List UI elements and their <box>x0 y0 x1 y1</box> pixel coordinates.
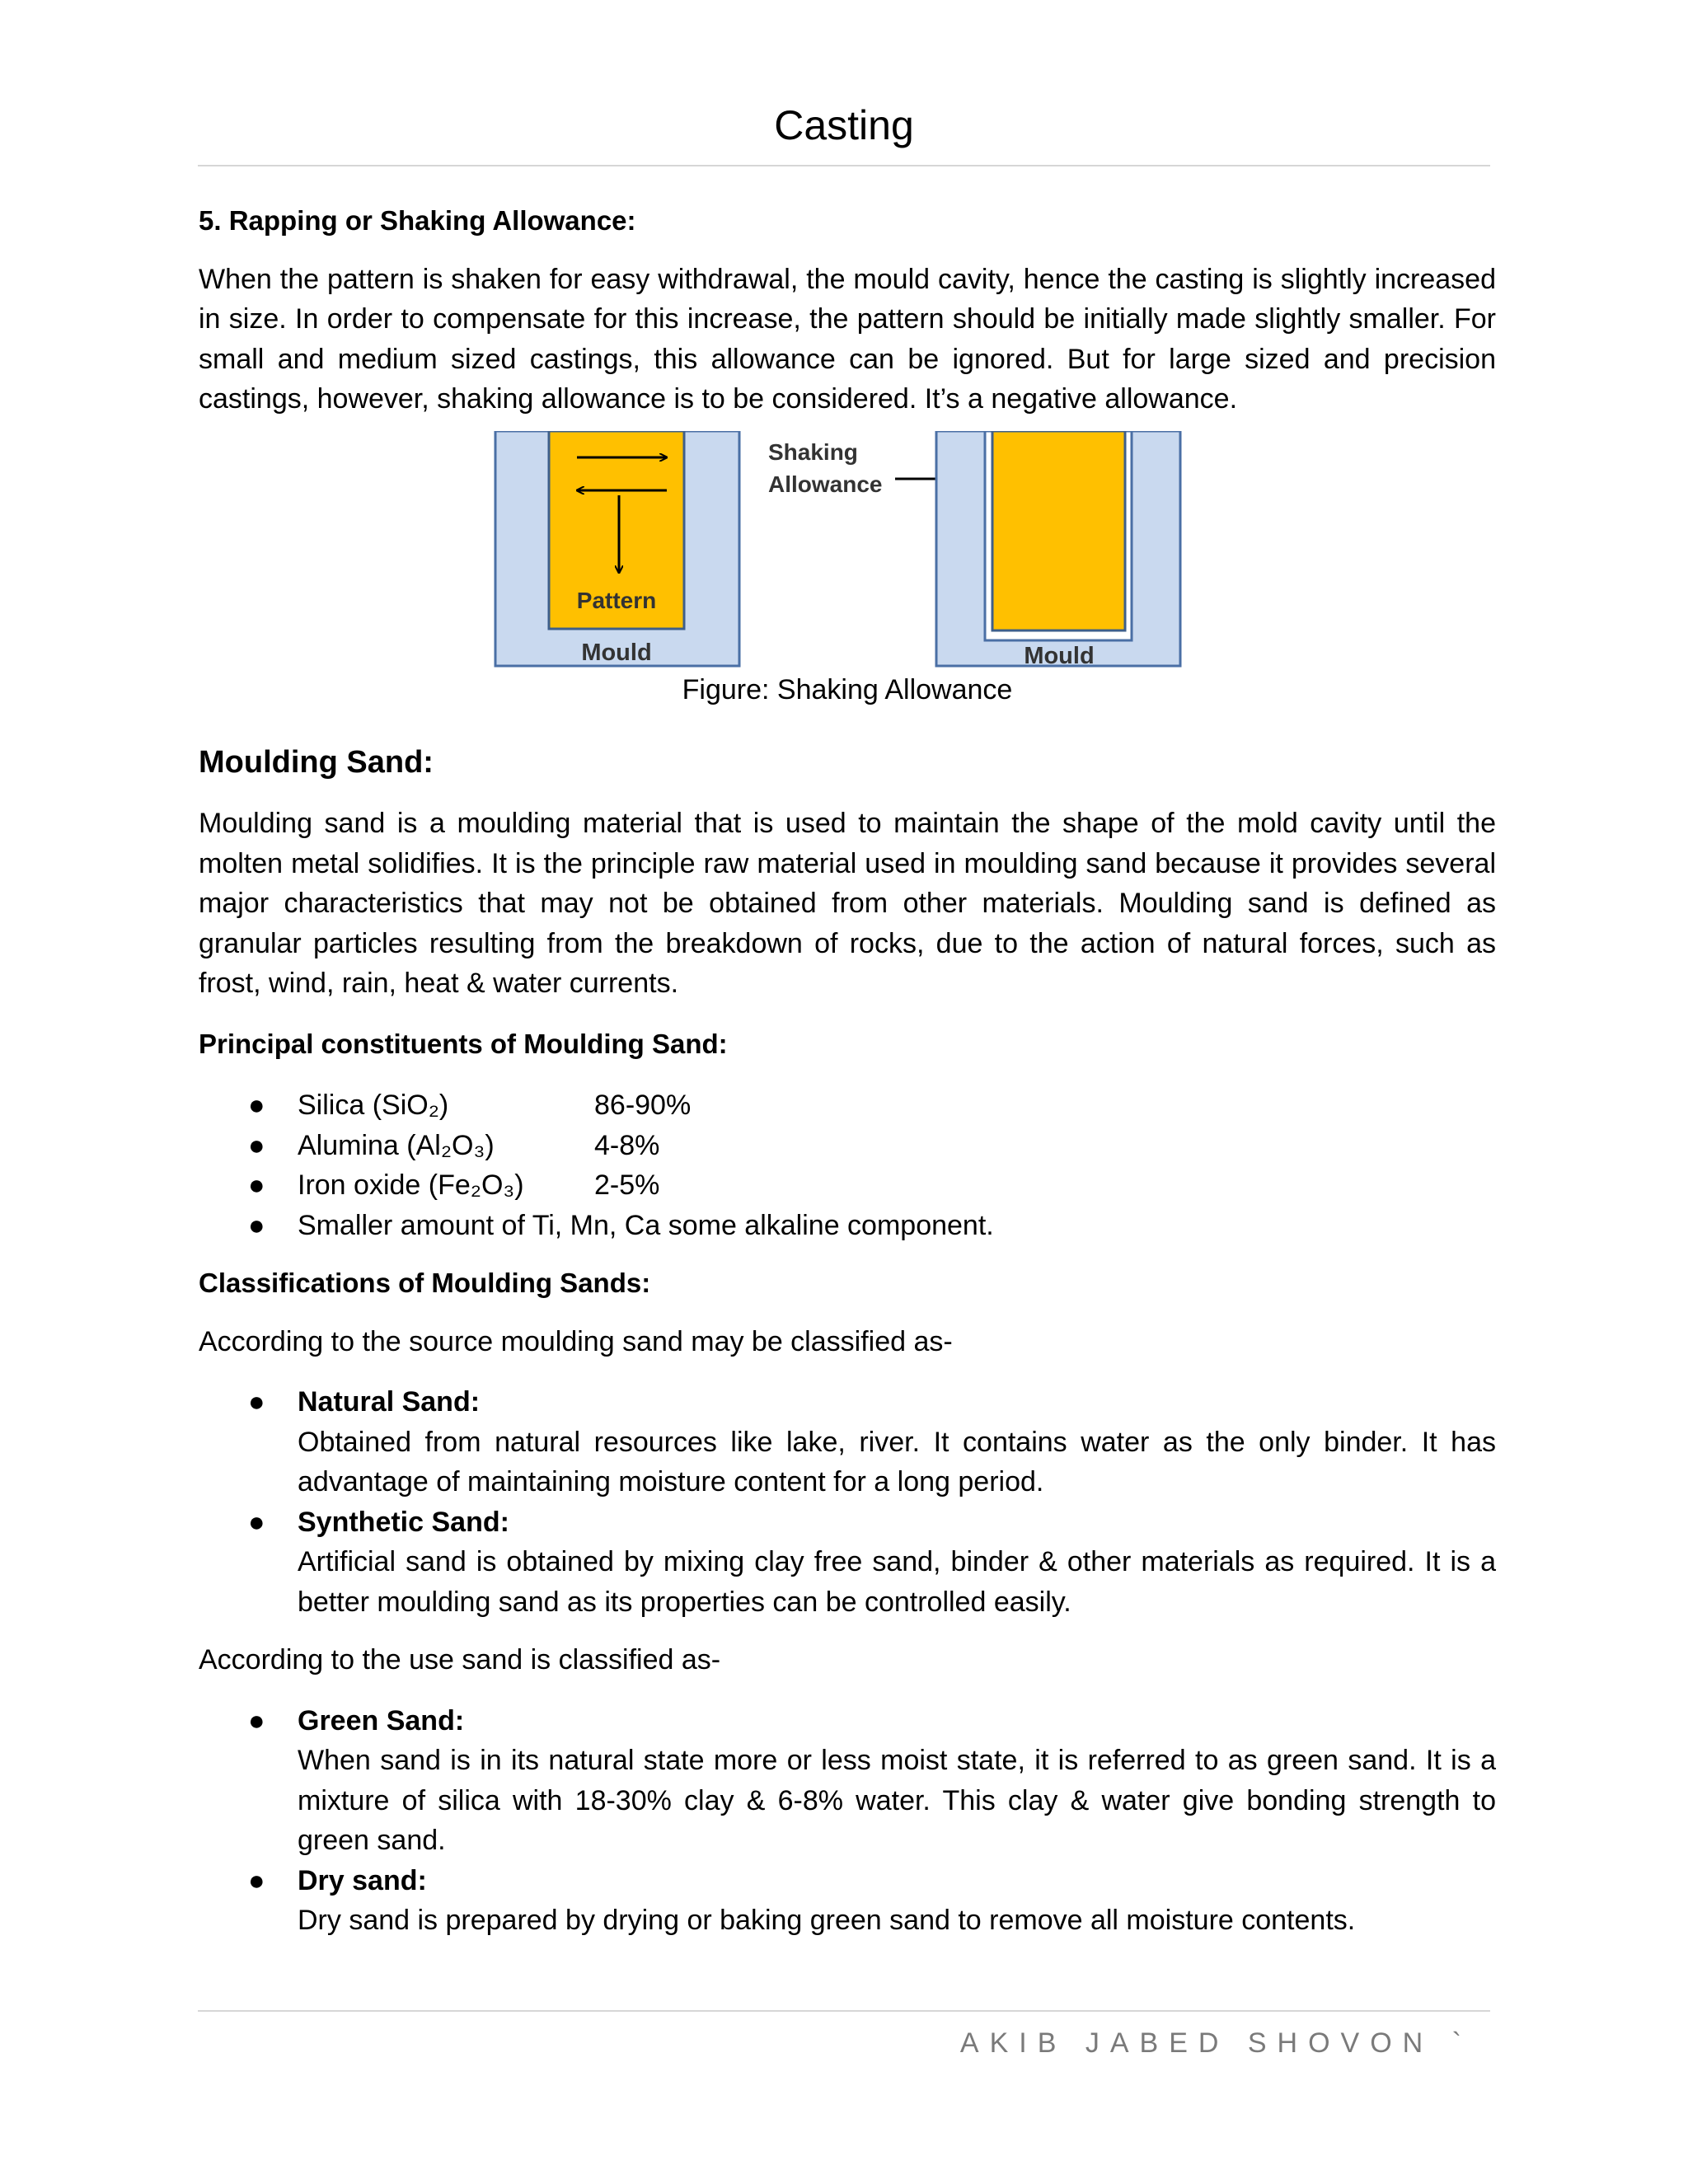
right-mould-label: Mould <box>1024 642 1095 669</box>
list-item: ● Dry sand: Dry sand is prepared by drying or baking green sand to remove all moisture contents. <box>199 1861 1496 1941</box>
page-content <box>199 201 1496 1941</box>
page-title: Casting <box>774 102 914 148</box>
pattern-label: Pattern <box>576 587 657 613</box>
figure-caption: Figure: Shaking Allowance <box>682 673 1013 705</box>
classifications-heading: Classifications of Moulding Sands: <box>199 1268 651 1298</box>
constituents-list <box>199 1085 1496 1245</box>
shaking-allowance-figure <box>199 431 1496 721</box>
constituent-extra: Smaller amount of Ti, Mn, Ca some alkaline component. <box>298 1209 994 1241</box>
classification-title: Natural Sand: <box>298 1386 481 1418</box>
constituent-name: Silica (SiO₂) <box>298 1090 449 1121</box>
moulding-sand-heading: Moulding Sand: <box>199 744 434 780</box>
classification-title: Green Sand: <box>298 1704 465 1736</box>
classification-text: Dry sand is prepared by drying or baking green sand to remove all moisture contents. <box>298 1905 1356 1936</box>
left-mould-label: Mould <box>581 639 652 666</box>
constituent-name: Alumina (Al₂O₃) <box>298 1129 495 1161</box>
list-item: ● Silica (SiO₂) 86-90% <box>199 1085 1496 1126</box>
classification-title: Dry sand: <box>298 1864 427 1896</box>
classification-title: Synthetic Sand: <box>298 1506 509 1538</box>
header-rule <box>198 165 1490 166</box>
classification-text: Artificial sand is obtained by mixing clay free sand, binder & other materials as required. It is a better moulding sand as its properties can be controlled easily. <box>298 1546 1496 1618</box>
section-heading-shaking-allowance: 5. Rapping or Shaking Allowance: <box>199 205 636 236</box>
source-intro: According to the source moulding sand may be classified as- <box>199 1325 953 1357</box>
shaking-label-line1: Shaking <box>768 438 858 465</box>
list-item: ● Synthetic Sand: Artificial sand is obtained by mixing clay free sand, binder & other materials as required. It is a better moulding sand as its properties can be controlled easily. <box>199 1502 1496 1623</box>
constituent-name: Iron oxide (Fe₂O₃) <box>298 1169 524 1201</box>
moulding-sand-paragraph: Moulding sand is a moulding material that is used to maintain the shape of the mold cavity until the molten metal solidifies. It is the principle raw material used in moulding sand because it provides several major characteristics that may not be obtained from other materials. Moulding sand is defined as granular particles resulting from the breakdown of rocks, due to the action of natural forces, such as frost, wind, rain, heat & water currents. <box>199 808 1496 999</box>
list-item: ● Alumina (Al₂O₃) 4-8% <box>199 1126 1496 1166</box>
constituents-heading: Principal constituents of Moulding Sand: <box>199 1028 728 1059</box>
right-pattern-rect <box>992 431 1125 630</box>
use-classification-list <box>199 1701 1496 1941</box>
figure-diagram <box>199 431 1496 678</box>
constituent-value: 4-8% <box>594 1129 660 1161</box>
constituent-value: 86-90% <box>594 1090 692 1121</box>
classification-text: When sand is in its natural state more or less moist state, it is referred to as green sand. It is a mixture of silica with 18-30% clay & 6-8% water. This clay & water give bonding strength to green sand. <box>298 1745 1496 1856</box>
list-item: ● Natural Sand: Obtained from natural resources like lake, river. It contains water as the only binder. It has advantage of maintaining moisture content for a long period. <box>199 1382 1496 1502</box>
constituent-value: 2-5% <box>594 1169 660 1201</box>
shaking-label-line2: Allowance <box>768 471 883 497</box>
footer-rule <box>198 2010 1490 2012</box>
footer-author: AKIB JABED SHOVON ` <box>959 2027 1472 2059</box>
shaking-allowance-paragraph: When the pattern is shaken for easy withdrawal, the mould cavity, hence the casting is slightly increased in size. In order to compensate for this increase, the pattern should be initially made slightly smaller. For small and medium sized castings, this allowance can be ignored. But for large sized and precision castings, however, shaking allowance is to be considered. It’s a negative allowance. <box>199 263 1496 415</box>
list-item: ● Green Sand: When sand is in its natural state more or less moist state, it is referred to as green sand. It is a mixture of silica with 18-30% clay & 6-8% water. This clay & water give bonding strength to green sand. <box>199 1701 1496 1861</box>
use-intro: According to the use sand is classified as- <box>199 1644 721 1675</box>
source-classification-list <box>199 1382 1496 1622</box>
list-item: ● Smaller amount of Ti, Mn, Ca some alkaline component. <box>248 1209 994 1241</box>
list-item: ● Iron oxide (Fe₂O₃) 2-5% <box>199 1165 1496 1206</box>
classification-text: Obtained from natural resources like lake, river. It contains water as the only binder. It has advantage of maintaining moisture content for a long period. <box>298 1426 1496 1497</box>
